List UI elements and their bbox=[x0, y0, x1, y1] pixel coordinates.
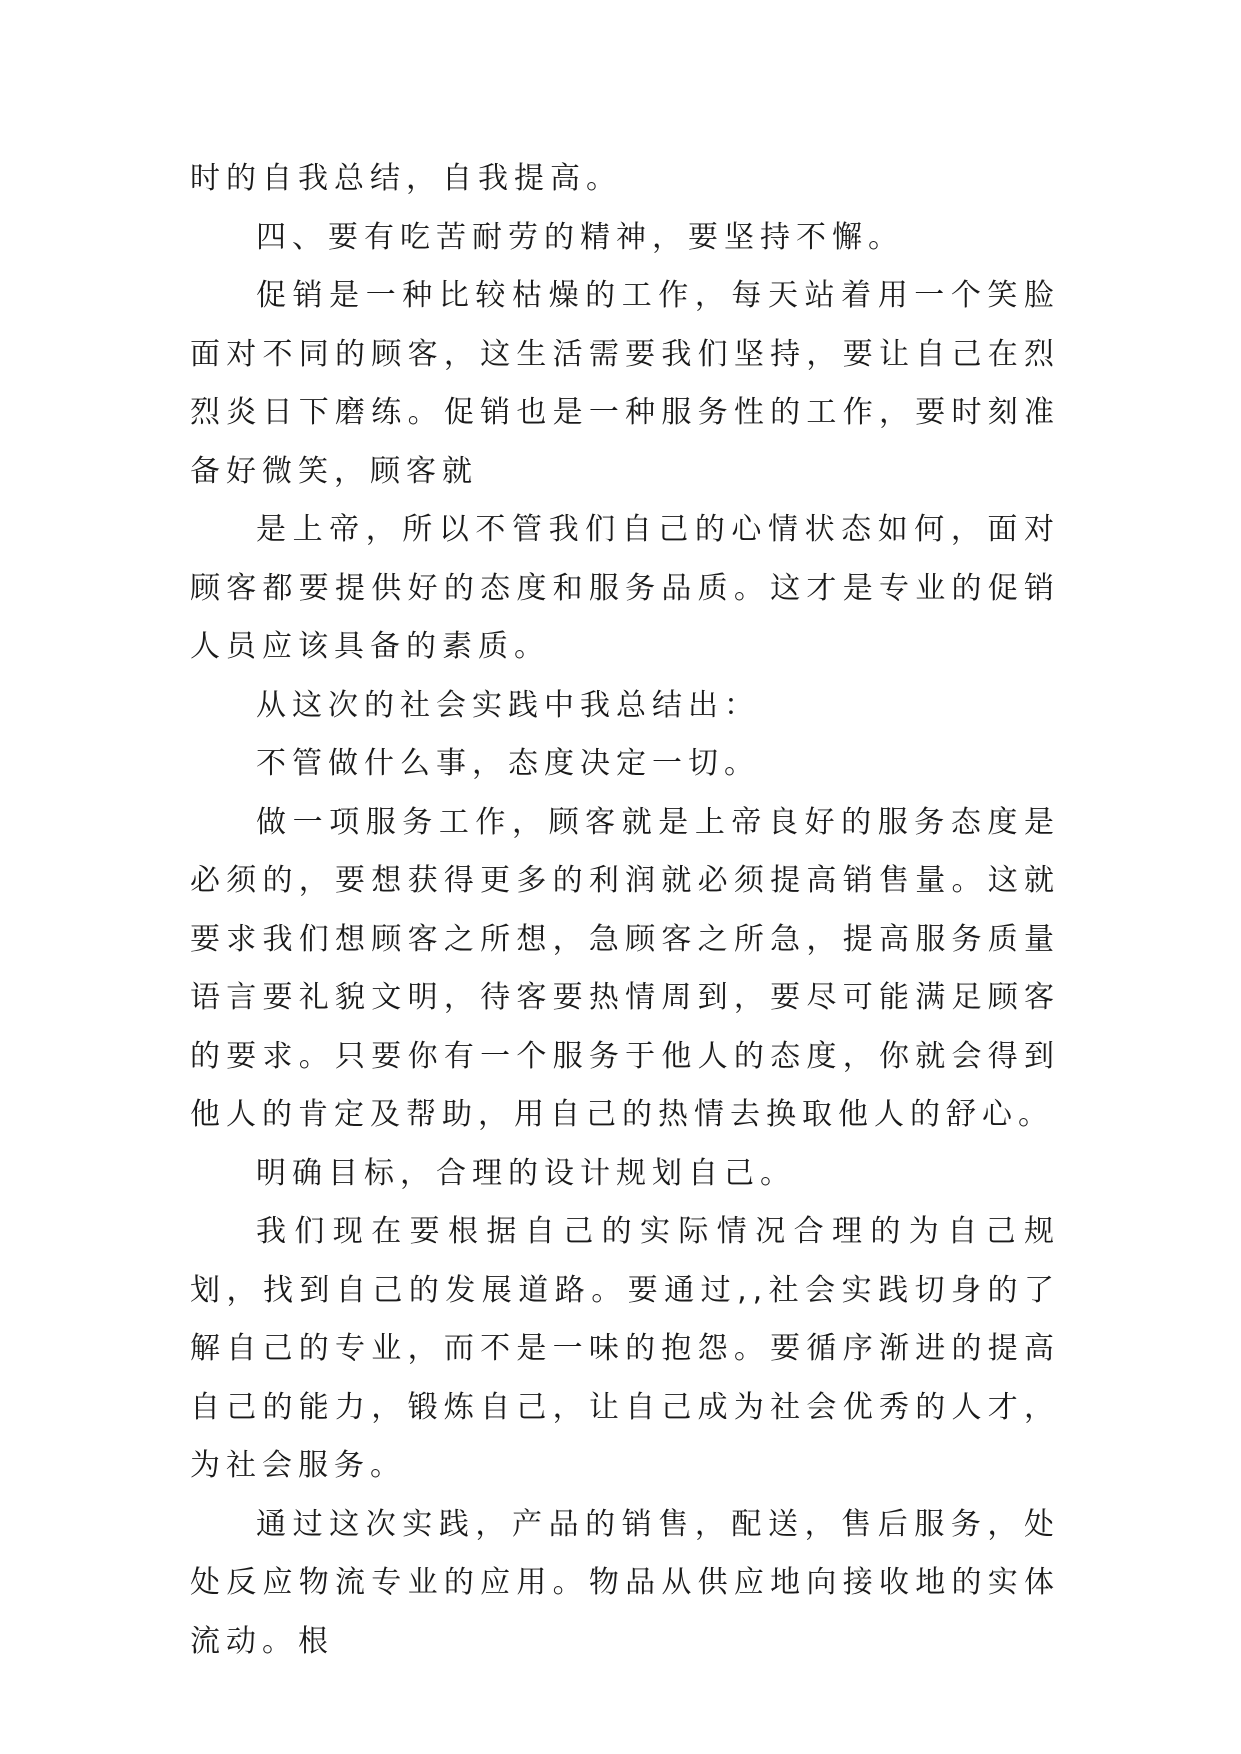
paragraph: 做一项服务工作，顾客就是上帝良好的服务态度是必须的，要想获得更多的利润就必须提高销售量。这就要求我们想顾客之所想，急顾客之所急，提高服务质量语言要礼貌文明，待客要热情周到，要尽可能满足顾客的要求。只要你有一个服务于他人的态度，你就会得到他人的肯定及帮助，用自己的热情去换取他人的舒心。 bbox=[190, 804, 1060, 1132]
paragraph: 是上帝，所以不管我们自己的心情状态如何，面对顾客都要提供好的态度和服务品质。这才是专业的促销人员应该具备的素质。 bbox=[190, 512, 1060, 664]
paragraph: 从这次的社会实践中我总结出： bbox=[256, 687, 760, 723]
paragraph: 促销是一种比较枯燥的工作，每天站着用一个笑脸面对不同的顾客，这生活需要我们坚持，要让自己在烈烈炎日下磨练。促销也是一种服务性的工作，要时刻准备好微笑，顾客就 bbox=[190, 278, 1060, 489]
body-text bbox=[190, 150, 1060, 1671]
paragraph: 时的自我总结，自我提高。 bbox=[190, 161, 622, 196]
paragraph: 明确目标，合理的设计规划自己。 bbox=[256, 1155, 796, 1191]
paragraph: 不管做什么事，态度决定一切。 bbox=[256, 746, 760, 781]
paragraph: 通过这次实践，产品的销售，配送，售后服务，处处反应物流专业的应用。物品从供应地向接收地的实体流动。根 bbox=[190, 1506, 1060, 1659]
paragraph: 我们现在要根据自己的实际情况合理的为自己规划，找到自己的发展道路。要通过,,社会实践切身的了解自己的专业，而不是一味的抱怨。要循序渐进的提高自己的能力，锻炼自己，让自己成为社会优秀的人才，为社会服务。 bbox=[190, 1214, 1060, 1483]
paragraph: 四、要有吃苦耐劳的精神，要坚持不懈。 bbox=[256, 219, 904, 255]
